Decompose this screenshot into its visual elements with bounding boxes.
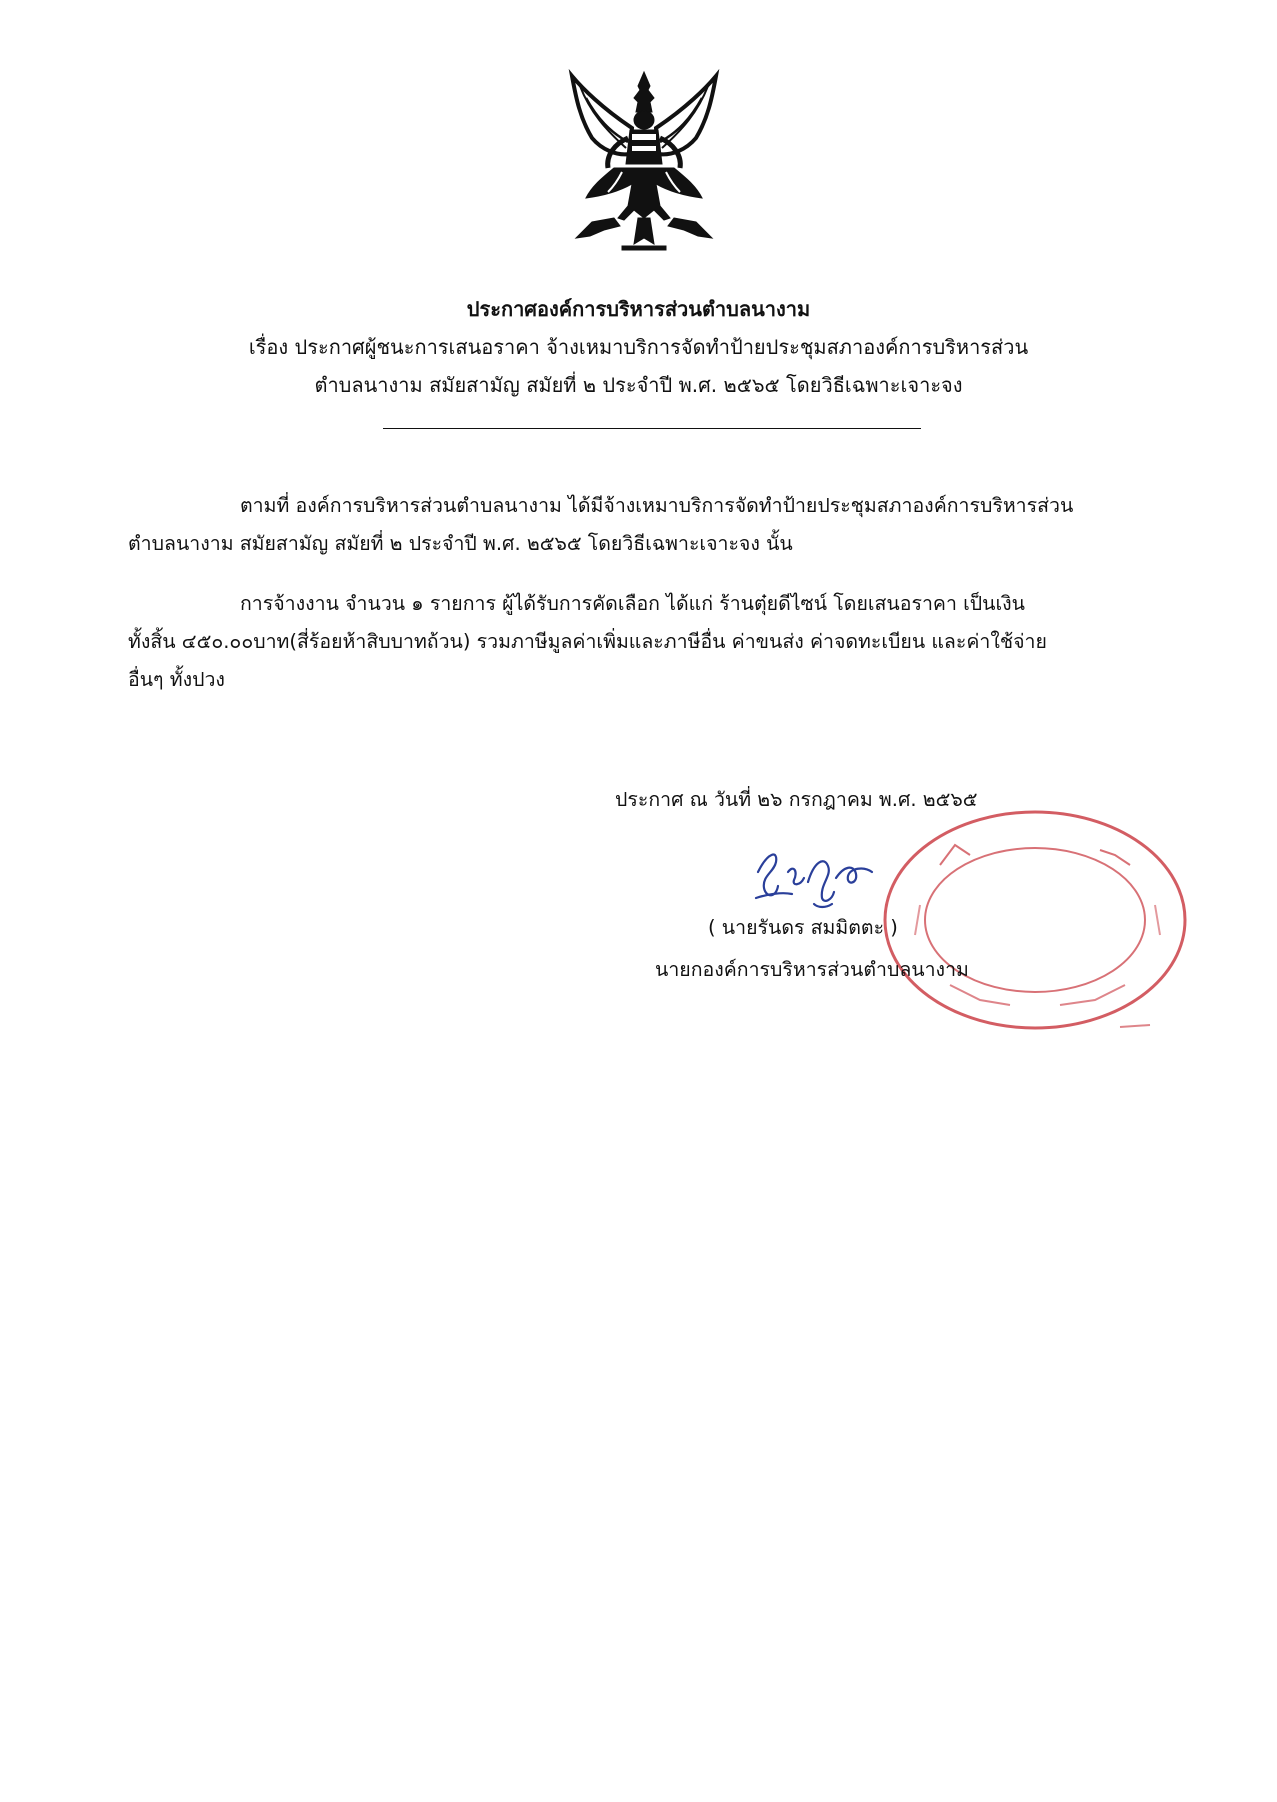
paragraph-2-line-3: อื่นๆ ทั้งปวง <box>128 668 225 691</box>
signer-title: นายกองค์การบริหารส่วนตำบลนางาม <box>655 958 969 981</box>
announcement-title: ประกาศองค์การบริหารส่วนตำบลนางาม <box>466 297 811 321</box>
header-divider <box>383 428 921 429</box>
signer-name: ( นายรันดร สมมิตตะ ) <box>708 916 898 939</box>
announcement-header <box>0 290 1277 404</box>
paragraph-2-line-2: ทั้งสิ้น ๔๕๐.๐๐บาท(สี่ร้อยห้าสิบบาทถ้วน) รวมภาษีมูลค่าเพิ่มและภาษีอื่น ค่าขนส่ง ค่าจดทะเบียน และค่าใช้จ่าย <box>128 630 1047 653</box>
announcement-subject-line-1: เรื่อง ประกาศผู้ชนะการเสนอราคา จ้างเหมาบริการจัดทำป้ายประชุมสภาองค์การบริหารส่วน <box>248 335 1029 359</box>
announcement-date: ประกาศ ณ วันที่ ๒๖ กรกฎาคม พ.ศ. ๒๕๖๕ <box>615 788 978 811</box>
paragraph-1-line-2: ตำบลนางาม สมัยสามัญ สมัยที่ ๒ ประจำปี พ.ศ. ๒๕๖๕ โดยวิธีเฉพาะเจาะจง นั้น <box>128 532 793 555</box>
signature-icon <box>748 842 898 912</box>
body-paragraph-1 <box>128 487 1168 563</box>
official-stamp-icon <box>860 795 1200 1035</box>
garuda-emblem-icon <box>562 68 726 252</box>
body-paragraph-2 <box>128 585 1168 699</box>
paragraph-2-line-1: การจ้างงาน จำนวน ๑ รายการ ผู้ได้รับการคัดเลือก ได้แก่ ร้านตุ๋ยดีไซน์ โดยเสนอราคา เป็นเงิน <box>240 592 1025 615</box>
announcement-subject-line-2: ตำบลนางาม สมัยสามัญ สมัยที่ ๒ ประจำปี พ.ศ. ๒๕๖๕ โดยวิธีเฉพาะเจาะจง <box>314 373 963 397</box>
paragraph-1-line-1: ตามที่ องค์การบริหารส่วนตำบลนางาม ได้มีจ้างเหมาบริการจัดทำป้ายประชุมสภาองค์การบริหารส่วน <box>240 494 1074 517</box>
